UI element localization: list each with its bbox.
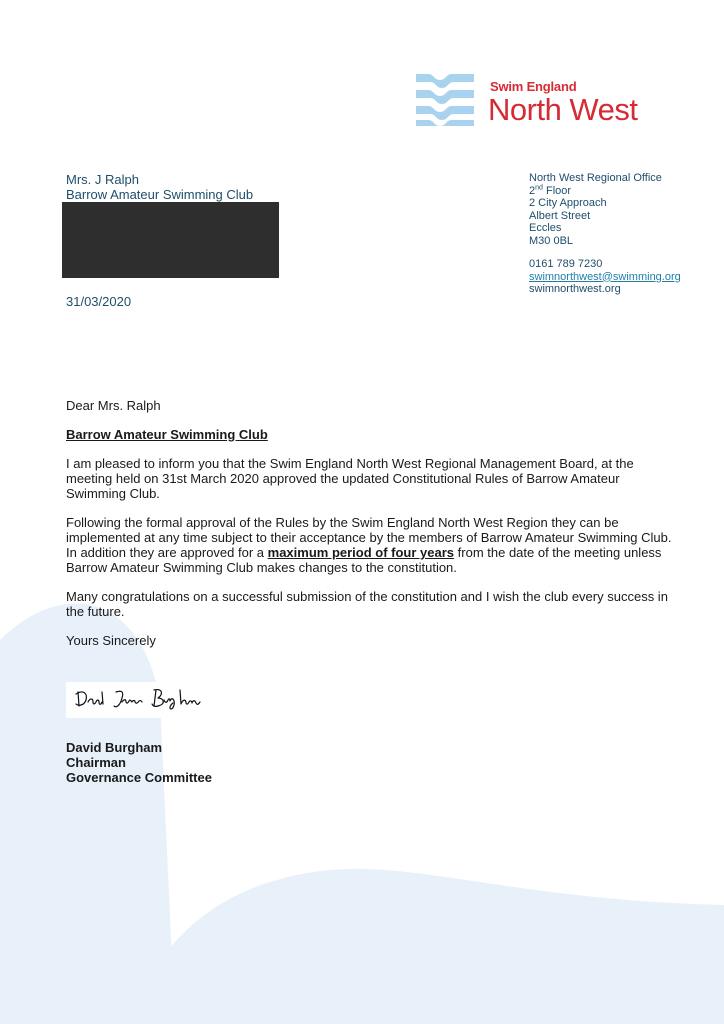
signatory-committee: Governance Committee (66, 770, 212, 785)
recipient-name: Mrs. J Ralph (66, 172, 139, 187)
swim-england-wave-logo-icon (414, 72, 476, 130)
office-floor: 2nd Floor (529, 183, 572, 197)
office-postcode: M30 0BL (529, 234, 574, 247)
recipient-block (66, 172, 253, 202)
redacted-address-block (62, 202, 279, 278)
letter-date: 31/03/2020 (66, 294, 132, 309)
letter-body (66, 398, 676, 662)
logo-brand-small: Swim England (490, 79, 577, 94)
emphasis-period: maximum period of four years (267, 545, 455, 560)
logo-brand-region: North West (488, 92, 638, 127)
paragraph-approval: I am pleased to inform you that the Swim England North West Regional Management Board, at the meeting held on 31st March 2020 approved the updated Constitutional Rules of Barrow Amateur Swimming Club. (66, 456, 634, 501)
office-phone: 0161 789 7230 (529, 258, 603, 270)
closing: Yours Sincerely (66, 633, 156, 648)
signatory-name: David Burgham (66, 740, 163, 755)
recipient-organisation: Barrow Amateur Swimming Club (66, 187, 254, 202)
letter-subject: Barrow Amateur Swimming Club (66, 427, 268, 442)
office-name: North West Regional Office (529, 172, 662, 184)
office-street-2: Albert Street (529, 209, 591, 222)
signatory-title: Chairman (66, 755, 126, 770)
office-email-link[interactable]: swimnorthwest@swimming.org (529, 270, 681, 283)
salutation: Dear Mrs. Ralph (66, 398, 161, 413)
handwritten-signature (72, 684, 212, 716)
paragraph-congratulations: Many congratulations on a successful submission of the constitution and I wish the club every success in the future. (66, 589, 668, 619)
office-town: Eccles (529, 222, 562, 234)
office-address-block (529, 172, 681, 296)
office-street: 2 City Approach (529, 197, 607, 209)
office-website: swimnorthwest.org (529, 283, 621, 295)
signoff-block (66, 740, 212, 785)
paragraph-terms: Following the formal approval of the Rules by the Swim England North West Region they can be implemented at any time subject to their acceptance by the members of Barrow Amateur Swimming Club. In addition they are approved for a maximum period of four years from the date of the meeting unless Barrow Amateur Swimming Club makes changes to the constitution. (66, 515, 672, 575)
